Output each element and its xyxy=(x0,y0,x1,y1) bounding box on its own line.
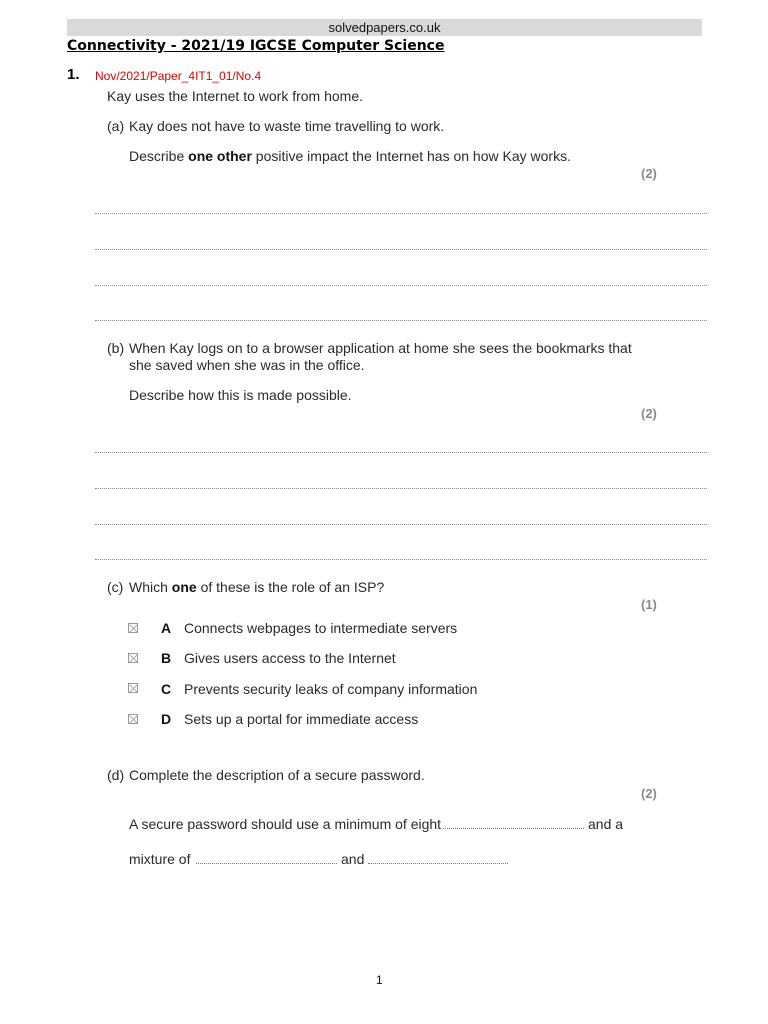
option-b-checkbox[interactable] xyxy=(128,653,138,663)
blank-1[interactable] xyxy=(443,828,584,829)
option-a-letter: A xyxy=(161,620,172,636)
part-a-prompt: Describe one other positive impact the Internet has on how Kay works. xyxy=(129,148,571,164)
part-a-statement: Kay does not have to waste time travelling to work. xyxy=(129,118,445,134)
option-d-text: Sets up a portal for immediate access xyxy=(184,711,419,727)
part-b-line2: she saved when she was in the office. xyxy=(129,357,365,373)
part-c-label: (c) xyxy=(107,579,124,595)
part-b-prompt: Describe how this is made possible. xyxy=(129,387,352,403)
document-title: Connectivity - 2021/19 IGCSE Computer Science xyxy=(67,38,445,54)
option-d-letter: D xyxy=(161,711,172,727)
blank-3[interactable] xyxy=(368,863,508,864)
answer-line[interactable] xyxy=(95,249,707,250)
password-sentence-part3: mixture of xyxy=(129,851,191,867)
password-sentence-part2: and a xyxy=(588,816,624,832)
password-sentence-part4: and xyxy=(341,851,365,867)
part-c-prompt: Which one of these is the role of an ISP? xyxy=(129,579,385,595)
part-d-prompt: Complete the description of a secure password. xyxy=(129,767,425,783)
header-band xyxy=(67,19,702,36)
answer-line[interactable] xyxy=(95,452,707,453)
option-a-text: Connects webpages to intermediate servers xyxy=(184,620,458,636)
site-name: solvedpapers.co.uk xyxy=(328,20,441,35)
answer-line[interactable] xyxy=(95,320,707,321)
answer-line[interactable] xyxy=(95,213,707,214)
answer-line[interactable] xyxy=(95,488,707,489)
part-b-label: (b) xyxy=(107,340,125,356)
blank-2[interactable] xyxy=(196,863,337,864)
option-a-checkbox[interactable] xyxy=(128,623,138,633)
answer-line[interactable] xyxy=(95,285,707,286)
answer-line[interactable] xyxy=(95,524,707,525)
password-sentence-part1: A secure password should use a minimum of eight xyxy=(129,816,442,832)
question-number: 1. xyxy=(67,66,80,83)
question-intro: Kay uses the Internet to work from home. xyxy=(107,88,364,104)
option-c-checkbox[interactable] xyxy=(128,683,138,693)
part-d-marks: (2) xyxy=(641,786,657,801)
part-a-label: (a) xyxy=(107,118,125,134)
part-d-label: (d) xyxy=(107,767,125,783)
page-number: 1 xyxy=(376,973,383,987)
option-b-text: Gives users access to the Internet xyxy=(184,650,396,666)
answer-line[interactable] xyxy=(95,559,707,560)
part-c-marks: (1) xyxy=(641,597,657,612)
part-a-marks: (2) xyxy=(641,166,657,181)
question-reference: Nov/2021/Paper_4IT1_01/No.4 xyxy=(95,69,262,83)
option-b-letter: B xyxy=(161,650,172,666)
option-c-text: Prevents security leaks of company information xyxy=(184,681,478,697)
part-b-marks: (2) xyxy=(641,406,657,421)
option-c-letter: C xyxy=(161,681,172,697)
option-d-checkbox[interactable] xyxy=(128,714,138,724)
part-b-line1: When Kay logs on to a browser application at home she sees the bookmarks that xyxy=(129,340,632,356)
